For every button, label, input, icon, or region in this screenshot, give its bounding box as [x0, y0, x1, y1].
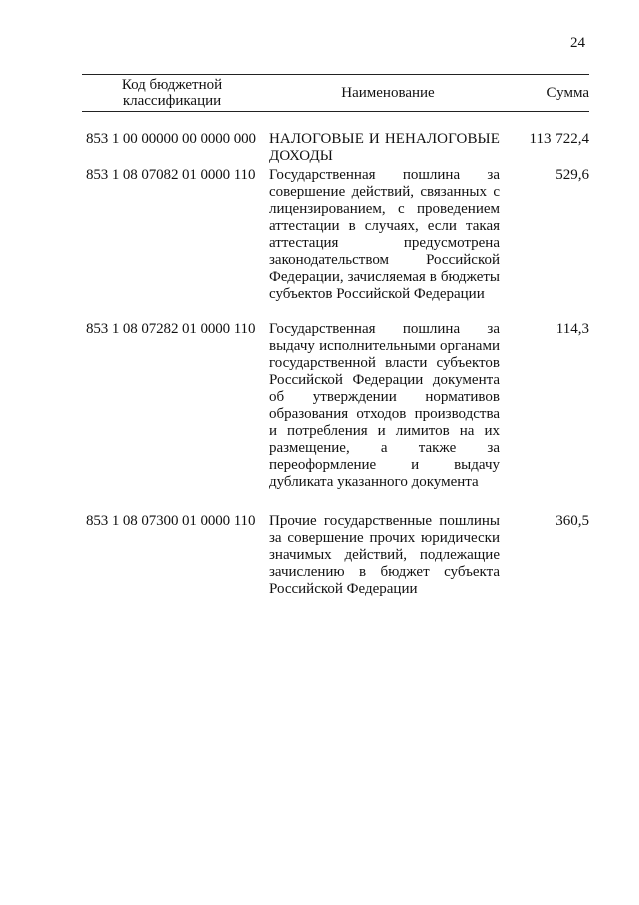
- row-name: Государственная пошлина за выдачу исполнительными органами государственной власти субъектов Российской Федерации документа об утверждении нормативов образования отходов производства и потребления и лимитов на их размещение, а также за переоформление и выдачу дубликата указанного документа: [269, 321, 500, 490]
- row-sum: 529,6: [555, 167, 589, 183]
- page-number: 24: [570, 35, 585, 51]
- row-sum: 360,5: [555, 513, 589, 529]
- row-code: 853 1 08 07282 01 0000 110: [86, 321, 256, 337]
- row-sum: 114,3: [555, 321, 589, 337]
- header-name: Наименование: [341, 85, 435, 101]
- row-name: НАЛОГОВЫЕ И НЕНАЛОГОВЫЕ ДОХОДЫ: [269, 131, 500, 164]
- header-sum: Сумма: [546, 85, 589, 101]
- row-sum: 113 722,4: [529, 131, 589, 147]
- row-code: 853 1 08 07082 01 0000 110: [86, 167, 256, 183]
- table-header: [82, 74, 589, 112]
- row-name: Государственная пошлина за совершение действий, связанных с лицензированием, с проведением аттестации в случаях, если такая аттестация предусмотрена законодательством Российской Федерации, зачисляемая в бюджеты субъектов Российской Федерации: [269, 167, 500, 302]
- row-name: Прочие государственные пошлины за совершение прочих юридически значимых действий, подлежащие зачислению в бюджет субъекта Российской Федерации: [269, 513, 500, 597]
- header-code: Код бюджетной классификации: [121, 77, 223, 109]
- row-code: 853 1 00 00000 00 0000 000: [86, 131, 256, 147]
- row-code: 853 1 08 07300 01 0000 110: [86, 513, 256, 529]
